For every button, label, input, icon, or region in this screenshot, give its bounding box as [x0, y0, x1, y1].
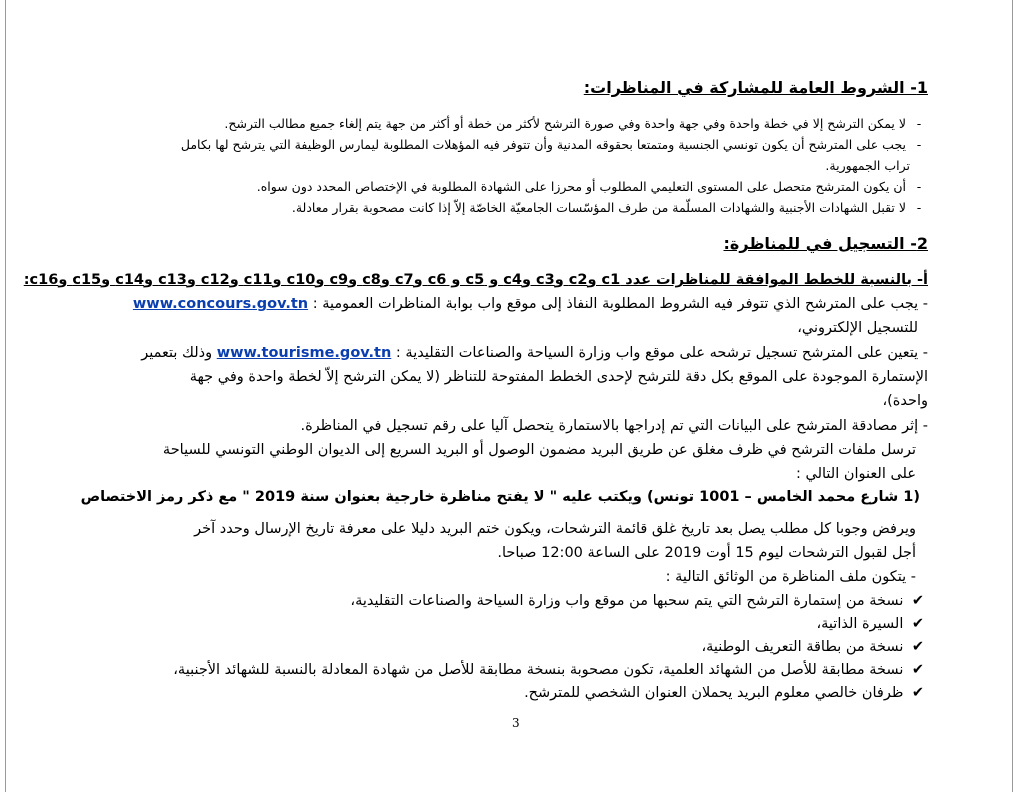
section1-heading: 1- الشروط العامة للمشاركة في المناظرات: — [583, 78, 928, 97]
paragraph-continuation: واحدة)، — [882, 393, 928, 409]
tourisme-link[interactable]: www.tourisme.gov.tn — [216, 345, 392, 361]
checkmark-icon: ✔ — [911, 662, 925, 678]
dash-bullet: - — [916, 137, 922, 152]
paragraph: - يجب على المترشح الذي تتوفر فيه الشروط المطلوبة النفاذ إلى موقع واب بوابة المناظرات العمومية : www.concours.gov.tn — [132, 296, 928, 312]
list-item: ✔ نسخة من بطاقة التعريف الوطنية، — [701, 639, 928, 655]
paragraph: - إثر مصادقة المترشح على البيانات التي تم إدراجها بالاستمارة يتحصل آليا على رقم تسجيل في المناظرة. — [300, 418, 928, 434]
list-item-continuation: تراب الجمهورية. — [825, 158, 910, 173]
section2-heading: 2- التسجيل في للمناظرة: — [723, 234, 928, 253]
dash-bullet: - — [916, 179, 922, 194]
paragraph-continuation: على العنوان التالي : — [796, 466, 916, 482]
paragraph: - يتعين على المترشح تسجيل ترشحه على موقع واب وزارة السياحة والصناعات التقليدية : www.tourisme.gov.tn وذلك بتعمير — [141, 345, 928, 361]
list-item: ✔ السيرة الذاتية، — [816, 616, 928, 632]
paragraph: ويرفض وجوبا كل مطلب يصل بعد تاريخ غلق قائمة الترشحات، ويكون ختم البريد دليلا على معرفة تاريخ الإرسال وحدد آخر — [194, 521, 916, 537]
dash-bullet: - — [916, 116, 922, 131]
checkmark-icon: ✔ — [911, 685, 925, 701]
document-page — [5, 0, 1013, 792]
list-item: ✔ نسخة مطابقة للأصل من الشهائد العلمية، تكون مصحوبة بنسخة مطابقة للأصل من شهادة المعادلة بالنسبة للشهائد الأجنبية، — [173, 662, 928, 678]
subsection-a-heading: أ- بالنسبة للخطط الموافقة للمناظرات عدد c1 وc2 وc3 وc4 و c5 و c6 وc7 وc8 وc9 وc10 وc11 وc12 وc13 وc14 وc15 وc16: — [23, 272, 928, 288]
page-number: 3 — [512, 716, 520, 730]
documents-intro: - يتكون ملف المناظرة من الوثائق التالية : — [665, 569, 916, 585]
list-item: - لا تقبل الشهادات الأجنبية والشهادات المسلّمة من طرف المؤسّسات الجامعيّة الخاصّة إلاّ إذا كانت مصحوبة بقرار معادلة. — [292, 200, 928, 215]
checkmark-icon: ✔ — [911, 616, 925, 632]
concours-link[interactable]: www.concours.gov.tn — [132, 296, 309, 312]
list-item: - يجب على المترشح أن يكون تونسي الجنسية ومتمتعا بحقوقه المدنية وأن تتوفر فيه المؤهلات المطلوبة ليمارس الوظيفة التي يترشح لها بكامل — [181, 137, 928, 152]
list-item: ✔ نسخة من إستمارة الترشح التي يتم سحبها من موقع واب وزارة السياحة والصناعات التقليدية، — [350, 593, 928, 609]
paragraph-continuation: الإستمارة الموجودة على الموقع بكل دقة للترشح لإحدى الخطط المفتوحة للتناظر (لا يمكن الترشح إلاّ لخطة واحدة وفي جهة — [189, 369, 928, 385]
list-item: - أن يكون المترشح متحصل على المستوى التعليمي المطلوب أو محرزا على الشهادة المطلوبة في الإختصاص المحدد دون سواه. — [257, 179, 928, 194]
checkmark-icon: ✔ — [911, 593, 925, 609]
list-item: ✔ ظرفان خالصي معلوم البريد يحملان العنوان الشخصي للمترشح. — [524, 685, 928, 701]
paragraph-continuation: أجل لقبول الترشحات ليوم 15 أوت 2019 على الساعة 12:00 صباحا. — [497, 545, 916, 561]
dash-bullet: - — [916, 200, 922, 215]
list-item: - لا يمكن الترشح إلا في خطة واحدة وفي جهة واحدة وفي صورة الترشح لأكثر من خطة أو أكثر من جهة يتم إلغاء جميع مطالب الترشح. — [224, 116, 928, 131]
paragraph-continuation: للتسجيل الإلكتروني، — [797, 320, 918, 336]
paragraph: ترسل ملفات الترشح في ظرف مغلق عن طريق البريد مضمون الوصول أو البريد السريع إلى الديوان الوطني التونسي للسياحة — [162, 442, 916, 458]
mailing-address: (1 شارع محمد الخامس – 1001 تونس) ويكتب عليه " لا يفتح مناظرة خارجية بعنوان سنة 2019 " مع ذكر رمز الاختصاص — [80, 489, 920, 505]
checkmark-icon: ✔ — [911, 639, 925, 655]
